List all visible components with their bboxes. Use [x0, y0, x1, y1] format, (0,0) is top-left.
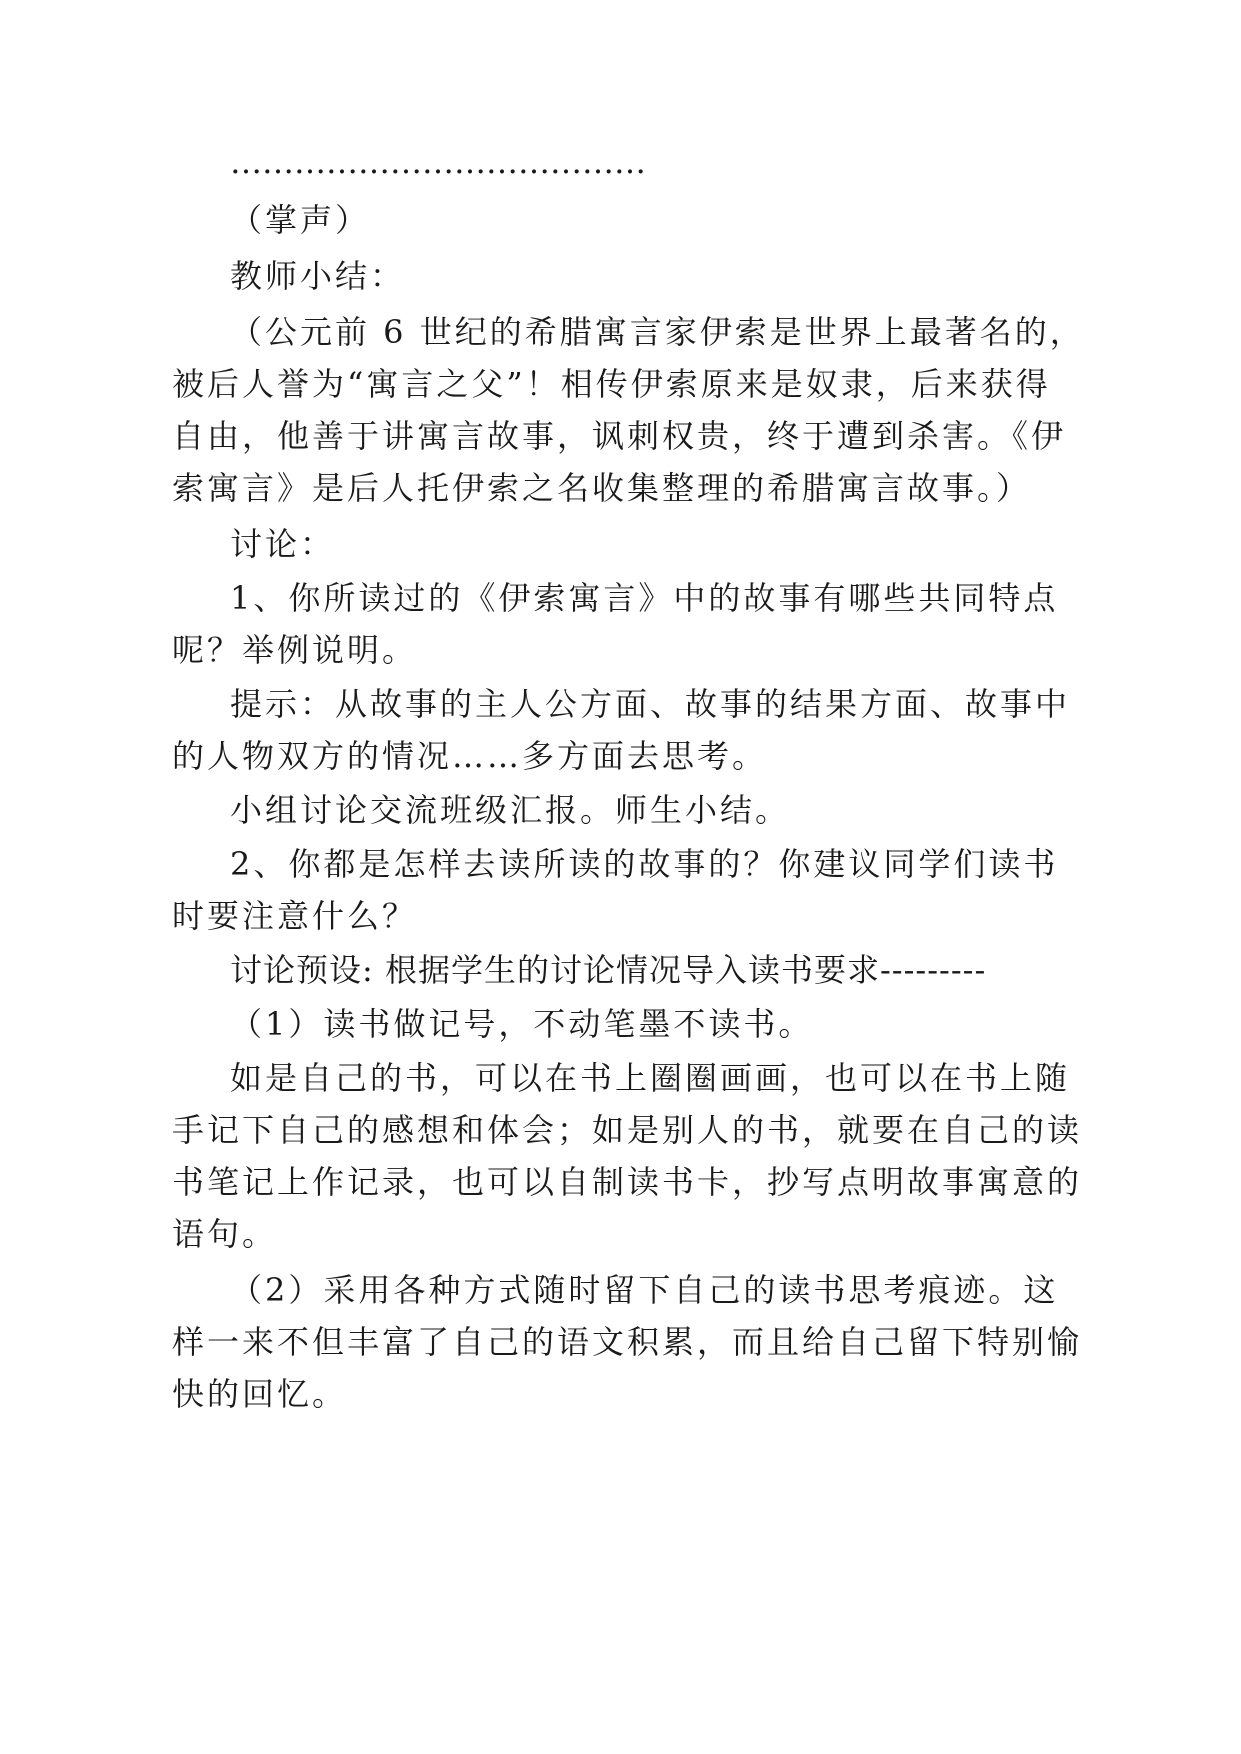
section-heading: 讨论： [230, 525, 336, 563]
paragraph-line: 书笔记上作记录，也可以自制读书卡，抄写点明故事寓意的 [172, 1163, 1083, 1201]
hint-line: 的人物双方的情况……多方面去思考。 [172, 737, 768, 775]
discussion-preset: 讨论预设: 根据学生的讨论情况导入读书要求--------- [230, 951, 987, 989]
hint-line: 提示：从故事的主人公方面、故事的结果方面、故事中 [230, 685, 1071, 723]
paragraph-line: 语句。 [172, 1215, 278, 1253]
paragraph-line: （公元前 6 世纪的希腊寓言家伊索是世界上最著名的， [230, 313, 1085, 351]
paragraph-line: 被后人誉为“寓言之父”！相传伊索原来是奴隶，后来获得 [172, 365, 1051, 403]
applause-note: （掌声） [230, 201, 371, 239]
paragraph-line: 小组讨论交流班级汇报。师生小结。 [230, 791, 791, 829]
reading-requirement: （1）读书做记号，不动笔墨不读书。 [230, 1005, 814, 1043]
paragraph-line: 索寓言》是后人托伊索之名收集整理的希腊寓言故事。） [172, 469, 1032, 507]
section-heading: 教师小结： [230, 257, 406, 295]
paragraph-line: 样一来不但丰富了自己的语文积累，而且给自己留下特别愉 [172, 1323, 1083, 1361]
question-line: 1、你所读过的《伊索寓言》中的故事有哪些共同特点 [230, 579, 1059, 617]
dotted-line: ………………………………… [230, 143, 646, 181]
paragraph-line: 快的回忆。 [172, 1375, 348, 1413]
question-line: 2、你都是怎样去读所读的故事的？你建议同学们读书 [230, 845, 1059, 883]
paragraph-line: 自由，他善于讲寓言故事，讽刺权贵，终于遭到杀害。《伊 [172, 417, 1067, 455]
question-line: 时要注意什么？ [172, 897, 418, 935]
reading-requirement: （2）采用各种方式随时留下自己的读书思考痕迹。这 [230, 1271, 1059, 1309]
question-line: 呢？举例说明。 [172, 631, 418, 669]
paragraph-line: 手记下自己的感想和体会；如是别人的书，就要在自己的读 [172, 1111, 1083, 1149]
paragraph-line: 如是自己的书，可以在书上圈圈画画，也可以在书上随 [230, 1059, 1071, 1097]
